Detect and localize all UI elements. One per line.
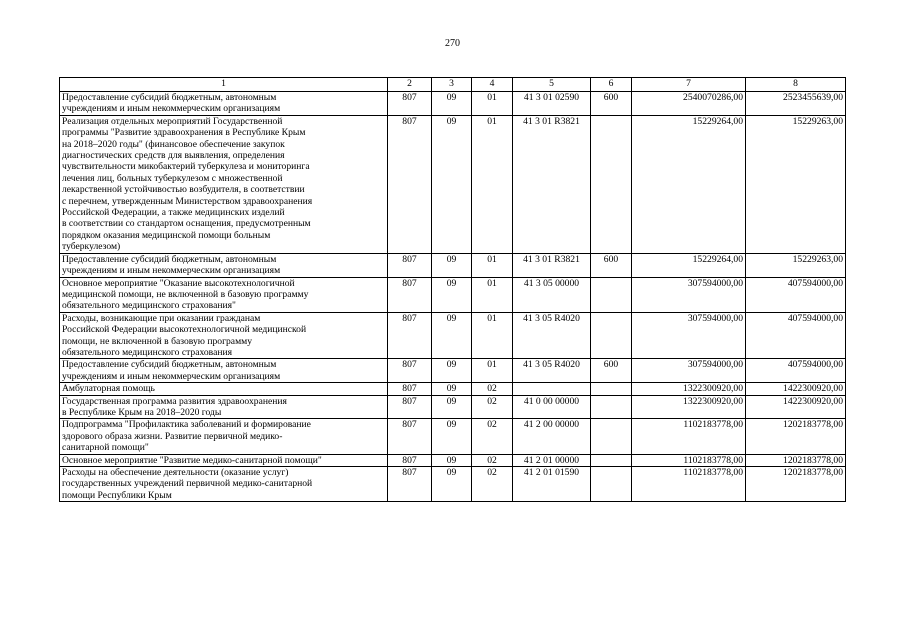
ministry-code: 807 (388, 92, 432, 116)
expense-type-code: 600 (591, 92, 632, 116)
ministry-code: 807 (388, 253, 432, 277)
row-description: Подпрограмма "Профилактика заболеваний и формирование здорового образа жизни. Развитие первичной медико- санитарной помощи" (60, 419, 388, 454)
amount-col-7: 1102183778,00 (632, 454, 746, 466)
subsection-code: 01 (472, 92, 513, 116)
table-row (60, 253, 846, 277)
row-description: Расходы, возникающие при оказании гражданам Российской Федерации высокотехнологичной медицинской помощи, не включенной в базовую программу обязательного медицинского страхования (60, 312, 388, 359)
table-row (60, 395, 846, 419)
row-description: Амбулаторная помощь (60, 383, 388, 395)
section-code: 09 (432, 115, 472, 253)
table-row (60, 419, 846, 454)
subsection-code: 01 (472, 115, 513, 253)
row-description: Государственная программа развития здравоохранения в Республике Крым на 2018–2020 годы (60, 395, 388, 419)
table-row (60, 92, 846, 116)
amount-col-8: 2523455639,00 (746, 92, 846, 116)
amount-col-8: 1202183778,00 (746, 419, 846, 454)
expense-type-code: 600 (591, 253, 632, 277)
table-row (60, 359, 846, 383)
table-row (60, 454, 846, 466)
row-description: Предоставление субсидий бюджетным, автономным учреждениям и иным некоммерческим организациям (60, 253, 388, 277)
table-row (60, 383, 846, 395)
expense-type-code (591, 115, 632, 253)
table-row (60, 312, 846, 359)
page-number: 270 (445, 38, 460, 49)
expense-type-code (591, 467, 632, 502)
section-code: 09 (432, 383, 472, 395)
col-header-7: 7 (632, 78, 746, 92)
amount-col-7: 307594000,00 (632, 312, 746, 359)
table-row (60, 467, 846, 502)
section-code: 09 (432, 359, 472, 383)
subsection-code: 01 (472, 312, 513, 359)
section-code: 09 (432, 92, 472, 116)
ministry-code: 807 (388, 277, 432, 312)
amount-col-8: 1422300920,00 (746, 395, 846, 419)
target-article-code: 41 3 05 00000 (513, 277, 591, 312)
col-header-2: 2 (388, 78, 432, 92)
col-header-5: 5 (513, 78, 591, 92)
ministry-code: 807 (388, 312, 432, 359)
target-article-code: 41 2 00 00000 (513, 419, 591, 454)
subsection-code: 02 (472, 467, 513, 502)
section-code: 09 (432, 312, 472, 359)
expense-type-code (591, 454, 632, 466)
amount-col-8: 15229263,00 (746, 253, 846, 277)
col-header-8: 8 (746, 78, 846, 92)
target-article-code: 41 2 01 01590 (513, 467, 591, 502)
amount-col-8: 1422300920,00 (746, 383, 846, 395)
ministry-code: 807 (388, 115, 432, 253)
table-body (60, 92, 846, 502)
amount-col-7: 1322300920,00 (632, 383, 746, 395)
col-header-6: 6 (591, 78, 632, 92)
table-row (60, 115, 846, 253)
expense-type-code (591, 312, 632, 359)
row-description: Основное мероприятие "Развитие медико-санитарной помощи" (60, 454, 388, 466)
amount-col-7: 15229264,00 (632, 115, 746, 253)
amount-col-8: 407594000,00 (746, 277, 846, 312)
amount-col-7: 307594000,00 (632, 359, 746, 383)
row-description: Предоставление субсидий бюджетным, автономным учреждениям и иным некоммерческим организациям (60, 92, 388, 116)
subsection-code: 01 (472, 277, 513, 312)
section-code: 09 (432, 467, 472, 502)
target-article-code: 41 0 00 00000 (513, 395, 591, 419)
expense-type-code (591, 383, 632, 395)
row-description: Предоставление субсидий бюджетным, автономным учреждениям и иным некоммерческим организациям (60, 359, 388, 383)
ministry-code: 807 (388, 359, 432, 383)
target-article-code: 41 3 01 R3821 (513, 253, 591, 277)
row-description: Реализация отдельных мероприятий Государственной программы "Развитие здравоохранения в Республике Крым на 2018–2020 годы" (финансовое обеспечение закупок диагностических средств для выявления, определения чувствительности микобактерий туберкулеза и мониторинга лечения лиц, больных туберкулезом с множественной лекарственной устойчивостью возбудителя, в соответствии с перечнем, утвержденным Министерством здравоохранения Российской Федерации, а также медицинских изделий в соответствии со стандартом оснащения, предусмотренным порядком оказания медицинской помощи больным туберкулезом) (60, 115, 388, 253)
subsection-code: 02 (472, 395, 513, 419)
target-article-code (513, 383, 591, 395)
target-article-code: 41 3 05 R4020 (513, 312, 591, 359)
target-article-code: 41 3 01 02590 (513, 92, 591, 116)
amount-col-8: 1202183778,00 (746, 454, 846, 466)
subsection-code: 02 (472, 419, 513, 454)
target-article-code: 41 3 01 R3821 (513, 115, 591, 253)
subsection-code: 02 (472, 454, 513, 466)
ministry-code: 807 (388, 419, 432, 454)
section-code: 09 (432, 253, 472, 277)
ministry-code: 807 (388, 467, 432, 502)
subsection-code: 01 (472, 253, 513, 277)
amount-col-7: 1322300920,00 (632, 395, 746, 419)
row-description: Основное мероприятие "Оказание высокотехнологичной медицинской помощи, не включенной в базовую программу обязательного медицинского страхования" (60, 277, 388, 312)
header-row (60, 78, 846, 92)
target-article-code: 41 3 05 R4020 (513, 359, 591, 383)
amount-col-8: 407594000,00 (746, 312, 846, 359)
ministry-code: 807 (388, 454, 432, 466)
col-header-1: 1 (60, 78, 388, 92)
amount-col-7: 2540070286,00 (632, 92, 746, 116)
col-header-3: 3 (432, 78, 472, 92)
amount-col-8: 15229263,00 (746, 115, 846, 253)
amount-col-7: 1102183778,00 (632, 467, 746, 502)
expense-type-code (591, 395, 632, 419)
section-code: 09 (432, 419, 472, 454)
amount-col-7: 1102183778,00 (632, 419, 746, 454)
amount-col-8: 407594000,00 (746, 359, 846, 383)
section-code: 09 (432, 395, 472, 419)
expense-type-code: 600 (591, 359, 632, 383)
expense-type-code (591, 277, 632, 312)
table-row (60, 277, 846, 312)
section-code: 09 (432, 454, 472, 466)
expense-type-code (591, 419, 632, 454)
amount-col-7: 307594000,00 (632, 277, 746, 312)
row-description: Расходы на обеспечение деятельности (оказание услуг) государственных учреждений первичной медико-санитарной помощи Республики Крым (60, 467, 388, 502)
subsection-code: 01 (472, 359, 513, 383)
amount-col-7: 15229264,00 (632, 253, 746, 277)
subsection-code: 02 (472, 383, 513, 395)
budget-table (59, 77, 846, 502)
ministry-code: 807 (388, 383, 432, 395)
target-article-code: 41 2 01 00000 (513, 454, 591, 466)
ministry-code: 807 (388, 395, 432, 419)
col-header-4: 4 (472, 78, 513, 92)
section-code: 09 (432, 277, 472, 312)
amount-col-8: 1202183778,00 (746, 467, 846, 502)
